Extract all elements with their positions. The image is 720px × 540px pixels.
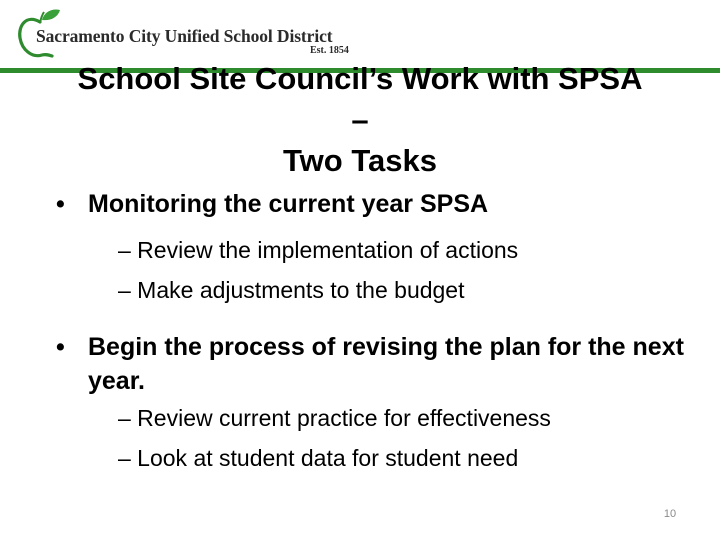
bullet-group	[56, 330, 706, 478]
sub-bullet-list	[118, 230, 706, 310]
sub-bullet-item: – Review current practice for effectiveness	[118, 405, 551, 431]
title-line-1: School Site Council’s Work with SPSA	[77, 61, 643, 96]
slide-title	[0, 58, 720, 181]
sub-bullet-item: – Review the implementation of actions	[118, 237, 519, 263]
sub-bullet-list	[118, 398, 706, 478]
bullet-text: Monitoring the current year SPSA	[88, 190, 489, 218]
logo-est: Est. 1854	[310, 45, 349, 56]
bullet-list	[56, 186, 706, 478]
title-line-3: Two Tasks	[283, 143, 437, 178]
bullet-item	[56, 186, 706, 222]
title-line-2: –	[351, 102, 369, 137]
sub-bullet-item: – Make adjustments to the budget	[118, 277, 465, 303]
sub-bullet-item: – Look at student data for student need	[118, 445, 519, 471]
bullet-item	[56, 330, 706, 398]
bullet-marker: •	[56, 333, 65, 361]
logo-text: Sacramento City Unified School District	[36, 26, 333, 46]
page-number: 10	[663, 508, 677, 520]
bullet-text: Begin the process of revising the plan for the next year.	[88, 333, 684, 395]
district-logo	[16, 8, 361, 58]
bullet-marker: •	[56, 190, 65, 218]
